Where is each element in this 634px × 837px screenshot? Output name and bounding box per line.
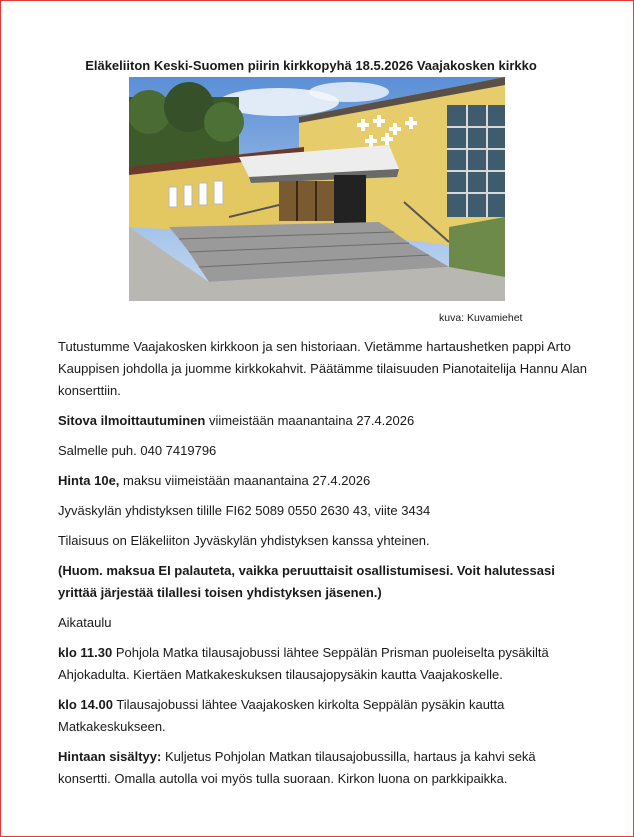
time-1: klo 11.30 <box>58 645 113 660</box>
price-bold: Hinta 10e, <box>58 473 120 488</box>
account-paragraph: Jyväskylän yhdistyksen tilille FI62 5089 0550 2630 43, viite 3434 <box>58 503 431 518</box>
schedule-item-2 <box>58 694 588 738</box>
schedule-item-1-text: Pohjola Matka tilausajobussi lähtee Seppälän Prisman puoleiselta pysäkiltä Ahjokadulta. Kiertäen Matkakeskuksen tilausajopysäkin kautta Vaajakoskelle. <box>58 645 549 682</box>
document-title: Eläkeliiton Keski-Suomen piirin kirkkopyhä 18.5.2026 Vaajakosken kirkko <box>85 58 537 73</box>
price-paragraph <box>58 470 588 492</box>
price-text: maksu viimeistään maanantaina 27.4.2026 <box>119 473 371 488</box>
signup-text: viimeistään maanantaina 27.4.2026 <box>205 413 415 428</box>
phone-paragraph: Salmelle puh. 040 7419796 <box>58 443 217 458</box>
church-photo <box>129 77 505 301</box>
included-bold: Hintaan sisältyy: <box>58 749 162 764</box>
included-paragraph <box>58 746 588 790</box>
document-body <box>58 336 588 798</box>
schedule-heading: Aikataulu <box>58 615 112 630</box>
schedule-item-2-text: Tilausajobussi lähtee Vaajakosken kirkolta Seppälän pysäkin kautta Matkakeskukseen. <box>58 697 505 734</box>
refund-note-bold: (Huom. maksua EI palauteta, vaikka peruuttaisit osallistumisesi. Voit halutessasi yrittää järjestää tilallesi toisen yhdistyksen jäsenen.) <box>58 563 555 600</box>
intro-paragraph: Tutustumme Vaajakosken kirkkoon ja sen historiaan. Vietämme hartaushetken pappi Arto Kauppisen johdolla ja juomme kirkkokahvit. Päätämme tilaisuuden Pianotaitelija Hannu Alan konserttiin. <box>58 339 587 398</box>
signup-bold: Sitova ilmoittautuminen <box>58 413 206 428</box>
signup-paragraph <box>58 410 588 432</box>
joint-event-paragraph: Tilaisuus on Eläkeliiton Jyväskylän yhdistyksen kanssa yhteinen. <box>58 533 430 548</box>
included-text: Kuljetus Pohjolan Matkan tilausajobussilla, hartaus ja kahvi sekä konsertti. Omalla autolla voi myös tulla suoraan. Kirkon luona on parkkipaikka. <box>58 749 536 786</box>
refund-note <box>58 560 588 604</box>
schedule-item-1 <box>58 642 588 686</box>
photo-caption: kuva: Kuvamiehet <box>439 312 523 324</box>
time-2: klo 14.00 <box>58 697 113 712</box>
